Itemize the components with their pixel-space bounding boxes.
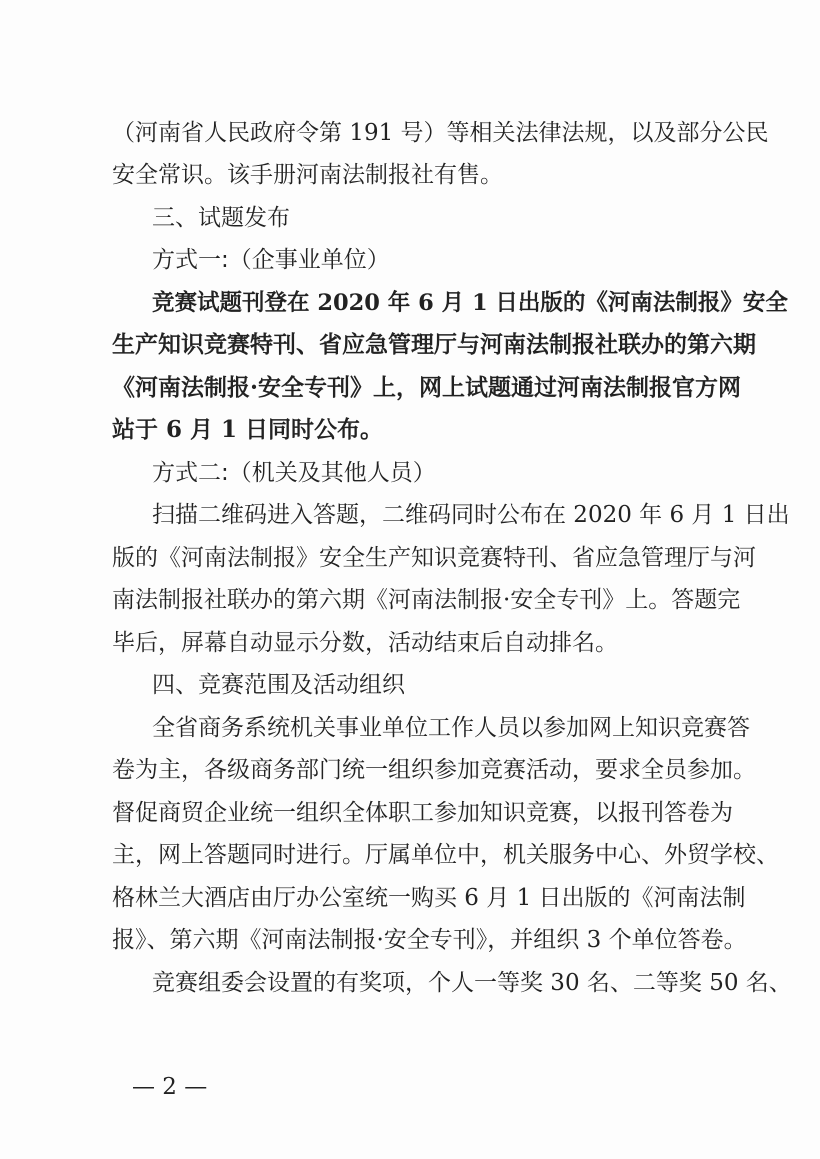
text-line: 格林兰大酒店由厅办公室统一购买 6 月 1 日出版的《河南法制 xyxy=(112,885,746,911)
text-line: 生产知识竞赛特刊、省应急管理厅与河南法制报社联办的第六期 xyxy=(112,331,756,358)
text-line: 卷为主，各级商务部门统一组织参加竞赛活动，要求全员参加。 xyxy=(112,757,756,783)
text-line: 安全常识。该手册河南法制报社有售。 xyxy=(112,162,503,188)
text-line: 《河南法制报·安全专刊》上，网上试题通过河南法制报官方网 xyxy=(112,374,742,401)
text-line: 报》、第六期《河南法制报·安全专刊》，并组织 3 个单位答卷。 xyxy=(112,927,747,953)
text-line: 版的《河南法制报》安全生产知识竞赛特刊、省应急管理厅与河 xyxy=(112,545,756,571)
text-line: 毕后，屏幕自动显示分数，活动结束后自动排名。 xyxy=(112,630,618,656)
page-number: — 2 — xyxy=(132,1074,208,1100)
text-line: 督促商贸企业统一组织全体职工参加知识竞赛，以报刊答卷为 xyxy=(112,800,733,826)
text-line: 扫描二维码进入答题，二维码同时公布在 2020 年 6 月 1 日出 xyxy=(152,502,790,528)
text-line: 全省商务系统机关事业单位工作人员以参加网上知识竞赛答 xyxy=(152,715,750,741)
text-line: 竞赛试题刊登在 2020 年 6 月 1 日出版的《河南法制报》安全 xyxy=(152,290,788,316)
text-line: 主，网上答题同时进行。厅属单位中，机关服务中心、外贸学校、 xyxy=(112,842,779,868)
text-line: 竞赛组委会设置的有奖项，个人一等奖 30 名、二等奖 50 名、 xyxy=(152,970,792,996)
section-heading-4: 四、竞赛范围及活动组织 xyxy=(152,672,405,698)
text-line: 南法制报社联办的第六期《河南法制报·安全专刊》上。答题完 xyxy=(112,587,741,613)
section-heading-3: 三、试题发布 xyxy=(152,205,290,231)
method-2-heading: 方式二:（机关及其他人员） xyxy=(152,460,436,486)
text-line: 站于 6 月 1 日同时公布。 xyxy=(112,416,384,443)
method-1-heading: 方式一:（企事业单位） xyxy=(152,247,390,273)
text-line: （河南省人民政府令第 191 号）等相关法律法规，以及部分公民 xyxy=(112,120,769,146)
